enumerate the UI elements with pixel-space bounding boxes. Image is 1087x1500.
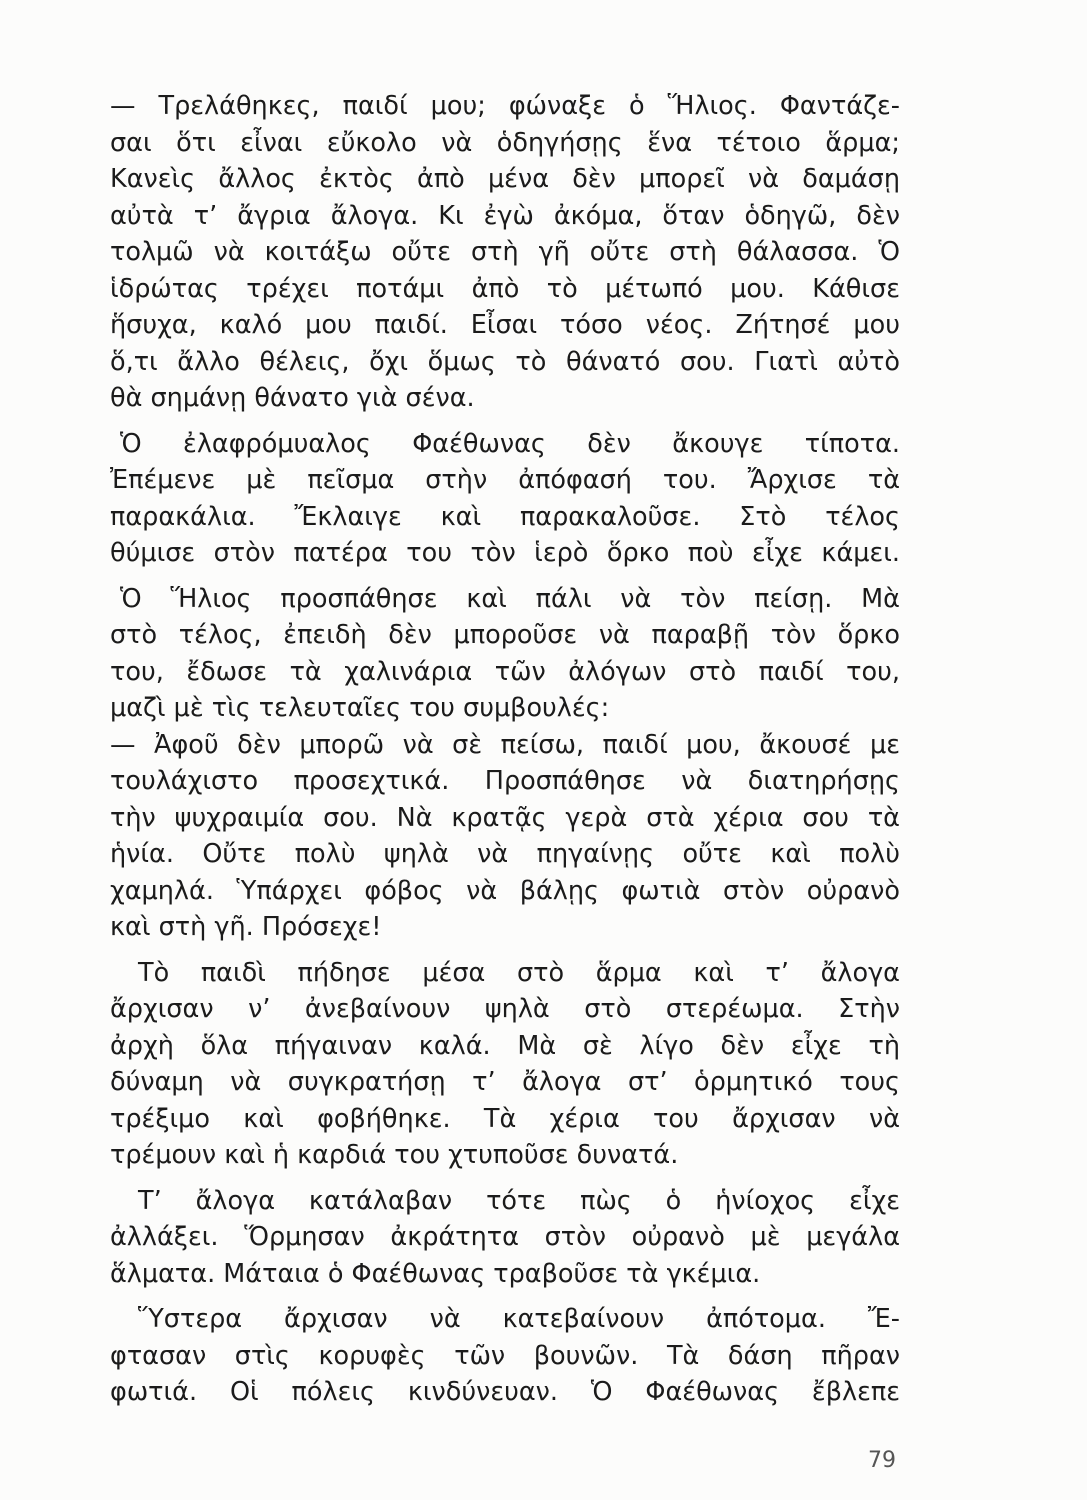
body-text xyxy=(110,88,900,1411)
text-line: Κανεὶς ἄλλος ἐκτὸς ἀπὸ μένα δὲν μπορεῖ νὰ δαμάσῃ xyxy=(110,164,900,194)
page-number: 79 xyxy=(868,1448,896,1473)
text-line: ἅλματα. Μάταια ὁ Φαέθωνας τραβοῦσε τὰ γκέμια. xyxy=(110,1258,761,1289)
text-line: ἀρχὴ ὅλα πήγαιναν καλά. Μὰ σὲ λίγο δὲν εἶχε τὴ xyxy=(110,1030,900,1061)
paragraph xyxy=(110,1301,900,1411)
text-line: αὐτὰ τ’ ἄγρια ἄλογα. Κι ἐγὼ ἀκόμα, ὅταν ὁδηγῶ, δὲν xyxy=(110,200,900,231)
text-line: σαι ὅτι εἶναι εὔκολο νὰ ὁδηγήσῃς ἕνα τέτοιο ἅρμα; xyxy=(110,127,900,158)
text-line: Τὸ παιδὶ πήδησε μέσα στὸ ἅρμα καὶ τ’ ἄλογα xyxy=(138,957,900,988)
paragraph xyxy=(110,88,900,417)
text-line: Ὁ Ἥλιος προσπάθησε καὶ πάλι νὰ τὸν πείσῃ. Μὰ xyxy=(120,583,900,614)
text-line: τουλάχιστο προσεχτικά. Προσπάθησε νὰ διατηρήσῃς xyxy=(110,766,900,796)
text-line: τὴν ψυχραιμία σου. Νὰ κρατᾷς γερὰ στὰ χέρια σου τὰ xyxy=(110,802,900,833)
text-line: φτασαν στὶς κορυφὲς τῶν βουνῶν. Τὰ δάση πῆραν xyxy=(110,1340,900,1371)
text-line: ἥσυχα, καλό μου παιδί. Εἶσαι τόσο νέος. Ζήτησέ μου xyxy=(110,310,900,340)
paragraph xyxy=(110,1183,900,1293)
text-line: στὸ τέλος, ἐπειδὴ δὲν μποροῦσε νὰ παραβῇ τὸν ὅρκο xyxy=(110,620,900,650)
text-line: δύναμη νὰ συγκρατήσῃ τ’ ἄλογα στ’ ὁρμητικό τους xyxy=(110,1067,900,1097)
text-line: φωτιά. Οἱ πόλεις κινδύνευαν. Ὁ Φαέθωνας ἔβλεπε xyxy=(110,1377,900,1407)
text-line: μαζὶ μὲ τὶς τελευταῖες του συμβουλές: xyxy=(110,693,610,723)
paragraph xyxy=(110,426,900,572)
text-line: χαμηλά. Ὑπάρχει φόβος νὰ βάλῃς φωτιὰ στὸν οὐρανὸ xyxy=(110,875,900,906)
text-line: παρακάλια. Ἔκλαιγε καὶ παρακαλοῦσε. Στὸ τέλος xyxy=(110,501,900,532)
paragraph xyxy=(110,955,900,1174)
text-line: του, ἔδωσε τὰ χαλινάρια τῶν ἀλόγων στὸ παιδί του, xyxy=(110,656,900,687)
text-line: θύμισε στὸν πατέρα του τὸν ἱερὸ ὅρκο ποὺ εἶχε κάμει. xyxy=(110,538,900,568)
paragraph xyxy=(110,581,900,946)
text-line: Ὕστερα ἄρχισαν νὰ κατεβαίνουν ἀπότομα. Ἔ- xyxy=(138,1304,900,1334)
text-line: ἄρχισαν ν’ ἀνεβαίνουν ψηλὰ στὸ στερέωμα. Στὴν xyxy=(110,994,900,1024)
text-line: τολμῶ νὰ κοιτάξω οὔτε στὴ γῆ οὔτε στὴ θάλασσα. Ὁ xyxy=(110,237,900,267)
text-line: ἱδρώτας τρέχει ποτάμι ἀπὸ τὸ μέτωπό μου. Κάθισε xyxy=(110,273,900,304)
text-line: ἀλλάξει. Ὅρμησαν ἀκράτητα στὸν οὐρανὸ μὲ μεγάλα xyxy=(110,1222,900,1252)
text-line: τρέμουν καὶ ἡ καρδιά του χτυποῦσε δυνατά. xyxy=(110,1140,679,1170)
text-line: — Τρελάθηκες, παιδί μου; φώναξε ὁ Ἥλιος. Φαντάζε- xyxy=(110,91,900,121)
text-line: ἡνία. Οὔτε πολὺ ψηλὰ νὰ πηγαίνῃς οὔτε καὶ πολὺ xyxy=(110,839,900,869)
text-line: ὅ,τι ἄλλο θέλεις, ὄχι ὅμως τὸ θάνατό σου. Γιατὶ αὐτὸ xyxy=(110,346,900,377)
text-line: τρέξιμο καὶ φοβήθηκε. Τὰ χέρια του ἄρχισαν νὰ xyxy=(110,1103,900,1134)
text-line: — Ἀφοῦ δὲν μπορῶ νὰ σὲ πείσω, παιδί μου, ἄκουσέ με xyxy=(110,729,900,760)
text-line: Ὁ ἐλαφρόμυαλος Φαέθωνας δὲν ἄκουγε τίποτα. xyxy=(120,428,900,459)
text-line: Ἐπέμενε μὲ πεῖσμα στὴν ἀπόφασή του. Ἄρχισε τὰ xyxy=(110,465,900,495)
text-line: καὶ στὴ γῆ. Πρόσεχε! xyxy=(110,912,382,942)
text-line: Τ’ ἄλογα κατάλαβαν τότε πὼς ὁ ἡνίοχος εἶχε xyxy=(138,1185,900,1216)
text-line: θὰ σημάνῃ θάνατο γιὰ σένα. xyxy=(110,383,475,413)
